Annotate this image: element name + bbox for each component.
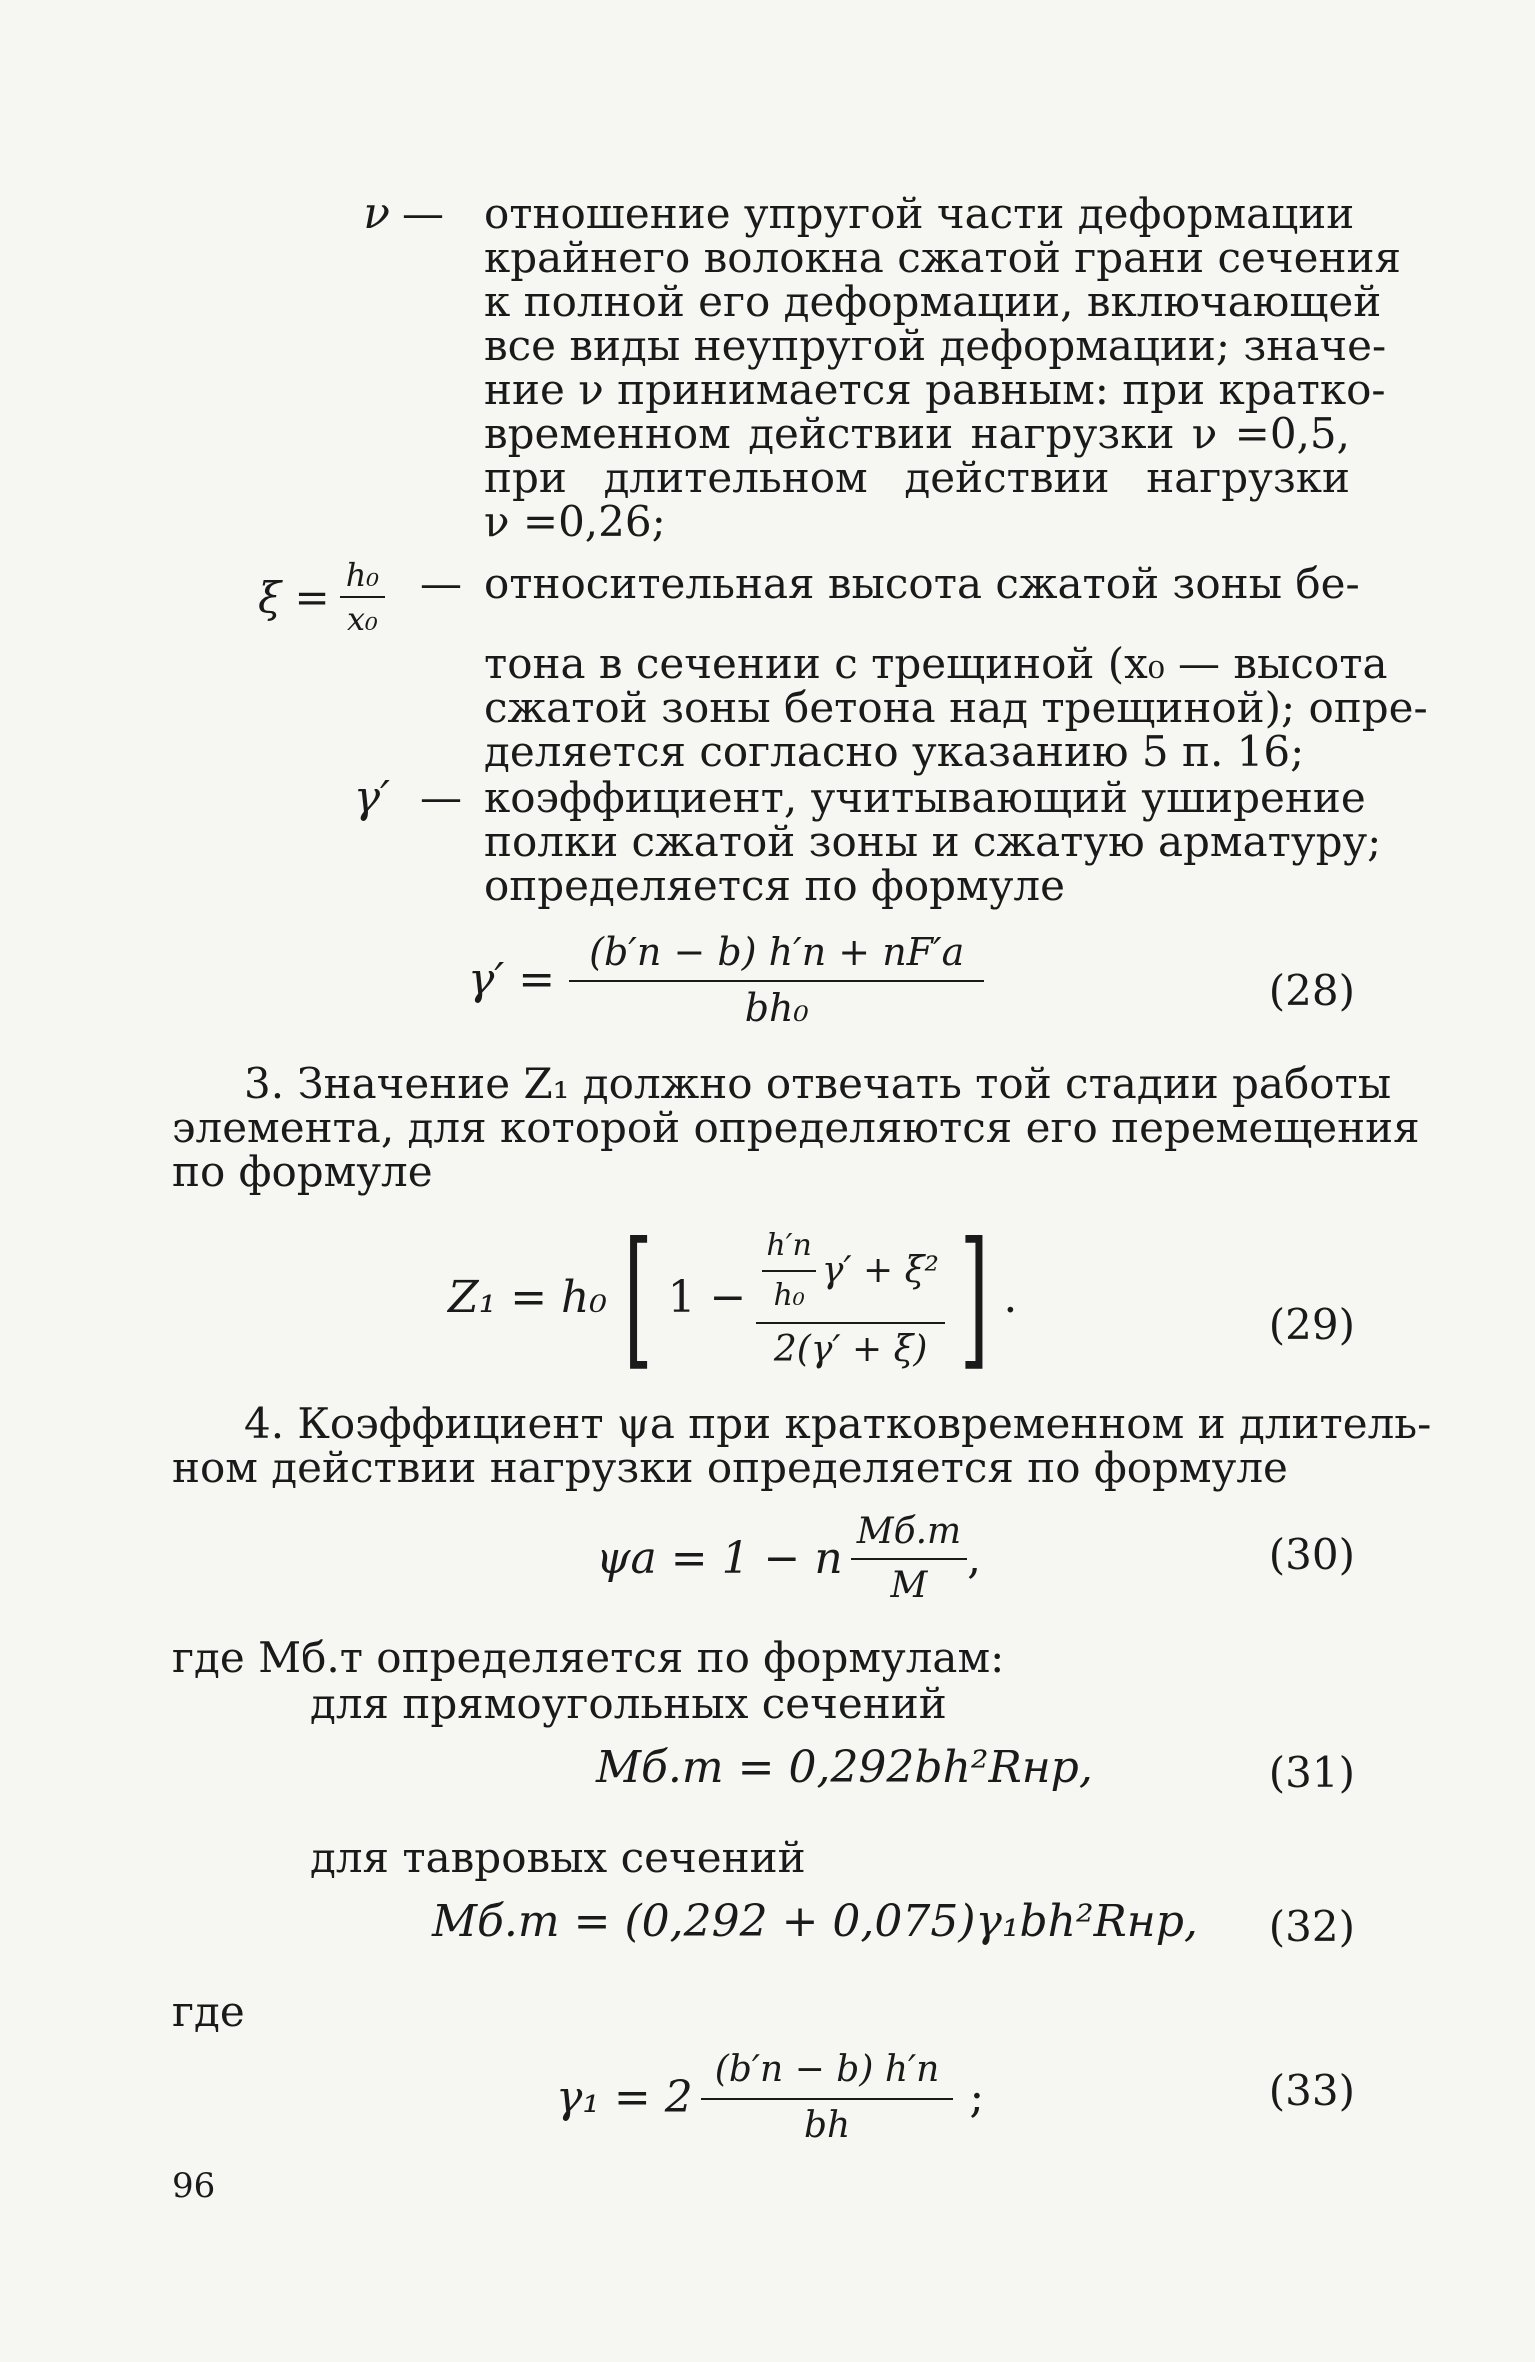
gamma-line: определяется по формуле [484, 861, 1065, 910]
eq-number-29: (29) [1268, 1300, 1355, 1349]
rect-sections-line: для прямоугольных сечений [310, 1679, 947, 1728]
where-line-2: где [172, 1987, 245, 2036]
f29-inner-fraction [762, 1222, 815, 1320]
nu-dash: — [402, 189, 444, 238]
formula-31: Mб.т = 0,292bh²Rнр, [596, 1742, 1093, 1793]
f30-tail: , [967, 1533, 982, 1584]
nu-line: крайнего волокна сжатой грани сечения [484, 233, 1402, 282]
f30-fraction [851, 1508, 967, 1610]
page-number: 96 [172, 2166, 216, 2206]
f28-numerator: (b′п − b) h′п + nF′а [569, 928, 984, 982]
xi-line1 [484, 559, 1360, 608]
xi-numerator: h₀ [340, 556, 385, 598]
eq-number-28: (28) [1268, 966, 1355, 1015]
f29-denominator: 2(γ′ + ξ) [773, 1329, 928, 1370]
formula-32: Mб.т = (0,292 + 0,075)γ₁bh²Rнр, [432, 1896, 1198, 1947]
xi-line: тона в сечении с трещиной (x₀ — высота [484, 639, 1388, 688]
xi-fraction [340, 556, 385, 638]
nu-line: временном действии нагрузки ν =0,5, [484, 409, 1350, 458]
formula-30 [596, 1508, 981, 1610]
gamma-definition [484, 773, 1382, 910]
where-line-1: где Mб.т определяется по формулам: [172, 1633, 1005, 1682]
f28-denominator: bh₀ [744, 986, 809, 1030]
eq-number-30: (30) [1268, 1530, 1355, 1579]
f33-tail: ; [969, 2072, 985, 2123]
nu-line: к полной его деформации, включающей [484, 277, 1382, 326]
f33-denominator: bh [803, 2105, 851, 2146]
eq-number-32: (32) [1268, 1902, 1355, 1951]
nu-definition [484, 189, 1402, 546]
f30-numerator: Mб.т [851, 1508, 967, 1560]
f29-one: 1 − [667, 1272, 747, 1323]
f29-tail: . [1003, 1272, 1018, 1323]
f29-right-bracket: ] [959, 1211, 989, 1385]
eq-number-33: (33) [1268, 2066, 1355, 2115]
xi-line: сжатой зоны бетона над трещиной); опре- [484, 683, 1428, 732]
nu-line: при длительном действии нагрузки [484, 453, 1350, 502]
f30-lhs: ψа = 1 − n [596, 1533, 843, 1584]
paragraph-3 [172, 1059, 1420, 1196]
f29-inner-den: h₀ [773, 1278, 805, 1313]
eq-number-31: (31) [1268, 1748, 1355, 1797]
p4-line: ном действии нагрузки определяется по формуле [172, 1443, 1288, 1492]
xi-line: деляется согласно указанию 5 п. 16; [484, 727, 1305, 776]
f30-denominator: M [890, 1565, 928, 1606]
p3-line: 3. Значение Z₁ должно отвечать той стадии работы [244, 1059, 1392, 1108]
p3-line: по формуле [172, 1147, 433, 1196]
f33-lhs: γ₁ = 2 [556, 2072, 693, 2123]
f28-lhs: γ′ = [468, 954, 556, 1005]
xi-line: относительная высота сжатой зоны бе- [484, 559, 1360, 608]
nu-line: ние ν принимается равным: при кратко- [484, 365, 1386, 414]
f29-lhs: Z₁ = h₀ [448, 1272, 608, 1323]
f33-numerator: (b′п − b) h′п [701, 2046, 954, 2100]
xi-definition [484, 639, 1428, 776]
f29-numerator [756, 1222, 944, 1324]
f28-fraction [569, 928, 984, 1032]
gamma-symbol: γ′ [353, 772, 390, 823]
nu-line: отношение упругой части деформации [484, 189, 1355, 238]
f29-inner-num: h′п [762, 1222, 815, 1272]
f33-fraction [701, 2046, 954, 2150]
formula-33 [556, 2046, 984, 2150]
nu-symbol: ν [363, 188, 390, 239]
p3-line: элемента, для которой определяются его перемещения [172, 1103, 1420, 1152]
nu-line: все виды неупругой деформации; значе- [484, 321, 1387, 370]
formula-29 [448, 1211, 1018, 1385]
f29-num-tail: γ′ + ξ² [821, 1250, 939, 1291]
gamma-line: коэффициент, учитывающий уширение [484, 773, 1366, 822]
tee-sections-line: для тавровых сечений [310, 1833, 806, 1882]
gamma-line: полки сжатой зоны и сжатую арматуру; [484, 817, 1382, 866]
xi-dash: — [420, 559, 462, 608]
gamma-dash: — [420, 773, 462, 822]
paragraph-4 [172, 1399, 1432, 1492]
xi-symbol: ξ = [258, 572, 330, 622]
p4-line: 4. Коэффициент ψа при кратковременном и длитель- [244, 1399, 1432, 1448]
xi-denominator: x₀ [346, 600, 378, 638]
nu-line: ν =0,26; [484, 497, 666, 546]
f29-fraction [756, 1222, 944, 1374]
formula-28 [468, 928, 984, 1032]
xi-symbol-block [258, 556, 385, 638]
f29-left-bracket: [ [623, 1211, 653, 1385]
